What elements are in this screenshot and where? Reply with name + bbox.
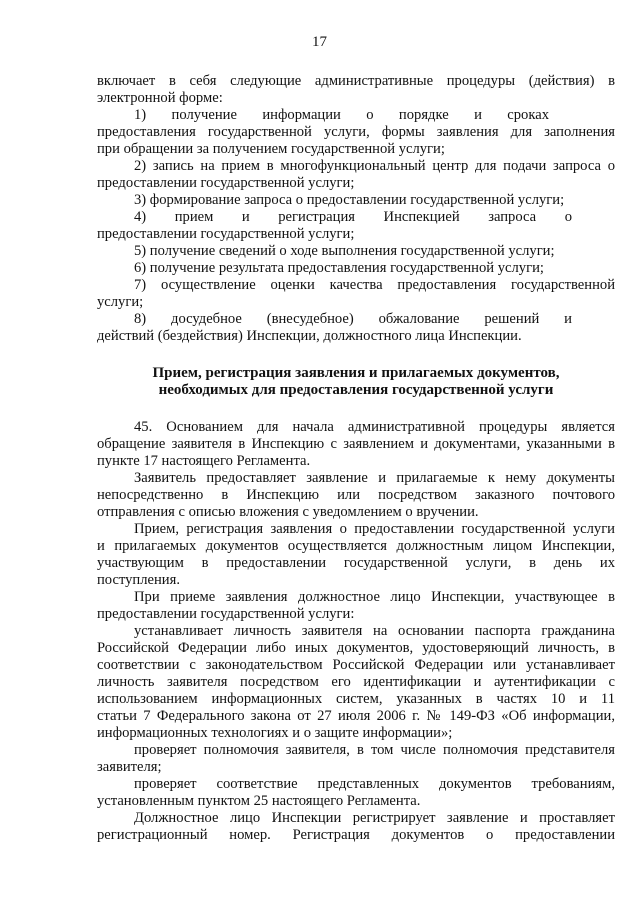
list-item-7: 7) осуществление оценки качества предоставления государственной [134, 277, 615, 293]
text-line: проверяет полномочия заявителя, в том числе полномочия представителя [134, 742, 615, 758]
text-line: электронной форме: [97, 90, 223, 106]
text-line: обращение заявителя в Инспекцию с заявлением и документами, указанными в [97, 436, 615, 452]
text-line: Должностное лицо Инспекции регистрирует заявление и проставляет [134, 810, 615, 826]
page-number: 17 [312, 34, 327, 50]
paragraph-45: 45. Основанием для начала административной процедуры является [134, 419, 615, 435]
list-item-5: 5) получение сведений о ходе выполнения государственной услуги; [134, 243, 555, 259]
text-line: заявителя; [97, 759, 162, 775]
text-line: При приеме заявления должностное лицо Инспекции, участвующее в [134, 589, 615, 605]
text-line: установленным пунктом 25 настоящего Регламента. [97, 793, 421, 809]
section-heading-line-1: Прием, регистрация заявления и прилагаемых документов, [152, 365, 560, 381]
text-line: предоставлении государственной услуги; [97, 226, 355, 242]
text-line: Прием, регистрация заявления о предоставлении государственной услуги [134, 521, 615, 537]
text-line: Российской Федерации либо иных документов, удостоверяющий личность, в [97, 640, 615, 656]
list-item-4: 4) прием и регистрация Инспекцией запроса о [134, 209, 572, 225]
text-line: предоставления государственной услуги, формы заявления для заполнения [97, 124, 615, 140]
text-line: устанавливает личность заявителя на основании паспорта гражданина [134, 623, 615, 639]
text-line: предоставлении государственной услуги: [97, 606, 355, 622]
text-line: услуги; [97, 294, 144, 310]
text-line: регистрационный номер. Регистрация документов о предоставлении [97, 827, 615, 843]
list-item-6: 6) получение результата предоставления государственной услуги; [134, 260, 544, 276]
text-line: проверяет соответствие представленных документов требованиям, [134, 776, 615, 792]
text-line: Заявитель предоставляет заявление и прилагаемые к нему документы [134, 470, 615, 486]
text-line: действий (бездействия) Инспекции, должностного лица Инспекции. [97, 328, 522, 344]
list-item-1: 1) получение информации о порядке и сроках [134, 107, 549, 123]
text-line: поступления. [97, 572, 180, 588]
section-heading-line-2: необходимых для предоставления государственной услуги [158, 382, 554, 398]
text-line: статьи 7 Федерального закона от 27 июля 2006 г. № 149-ФЗ «Об информации, [97, 708, 615, 724]
list-item-2: 2) запись на прием в многофункциональный центр для подачи запроса о [134, 158, 615, 174]
list-item-8: 8) досудебное (внесудебное) обжалование решений и [134, 311, 572, 327]
list-item-3: 3) формирование запроса о предоставлении государственной услуги; [134, 192, 565, 208]
text-line: использованием информационных систем, указанных в частях 10 и 11 [97, 691, 615, 707]
text-line: непосредственно в Инспекцию или посредством заказного почтового [97, 487, 615, 503]
text-line: личность заявителя посредством его идентификации и аутентификации с [97, 674, 615, 690]
text-line: включает в себя следующие административные процедуры (действия) в [97, 73, 615, 89]
text-line: участвующим в предоставлении государственной услуги, в день их [97, 555, 615, 571]
text-line: отправления с описью вложения с уведомлением о вручении. [97, 504, 479, 520]
text-line: при обращении за получением государственной услуги; [97, 141, 445, 157]
text-line: пункте 17 настоящего Регламента. [97, 453, 311, 469]
text-line: предоставлении государственной услуги; [97, 175, 355, 191]
text-line: и прилагаемых документов осуществляется должностным лицом Инспекции, [97, 538, 615, 554]
text-line: соответствии с законодательством Российской Федерации или устанавливает [97, 657, 615, 673]
text-line: информационных технологиях и о защите информации»; [97, 725, 453, 741]
